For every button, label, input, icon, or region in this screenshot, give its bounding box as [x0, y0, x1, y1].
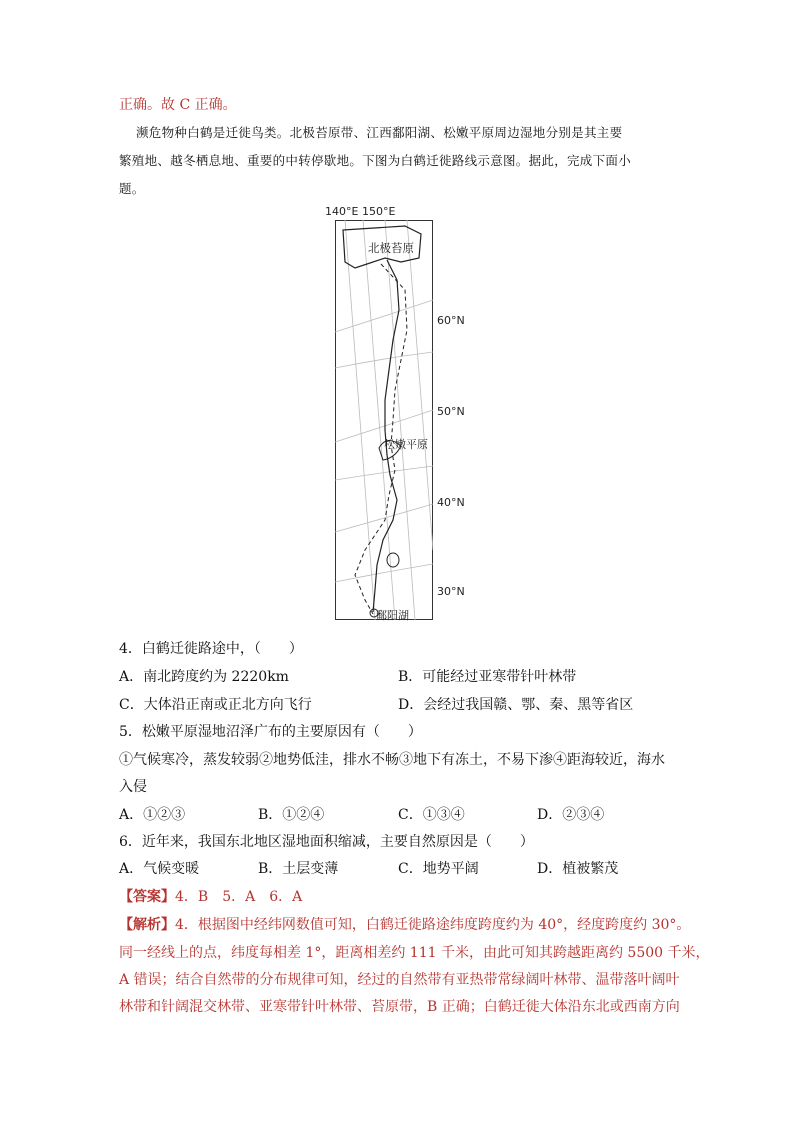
question-6-stem: 6．近年来，我国东北地区湿地面积缩减，主要自然原因是（ ） [119, 834, 534, 850]
longitude-label: 140°E 150°E [325, 205, 396, 218]
q6-option-d: D．植被繁茂 [537, 861, 619, 877]
passage-line-2: 繁殖地、越冬栖息地、重要的中转停歇地。下图为白鹤迁徙路线示意图。据此，完成下面小 [119, 153, 632, 168]
previous-answer-tail: 正确。故 C 正确。 [119, 97, 237, 113]
lat-60-label: 60°N [437, 314, 465, 327]
analysis-line-1 [119, 916, 690, 934]
q5-option-c: C．①③④ [398, 807, 465, 823]
q6-option-a: A．气候变暖 [119, 861, 200, 877]
songnen-label: 松嫩平原 [384, 438, 428, 451]
lat-50-label: 50°N [437, 405, 465, 418]
q4-option-c: C．大体沿正南或正北方向飞行 [119, 697, 312, 713]
tundra-label: 北极苔原 [368, 241, 414, 255]
lake-marker [387, 553, 399, 567]
answer-tag: 【答案】 [119, 889, 175, 905]
parallel-60 [335, 300, 433, 332]
poyang-label: 鄱阳湖 [376, 609, 409, 622]
q6-option-c: C．地势平阔 [398, 861, 479, 877]
q5-option-d: D．②③④ [537, 807, 605, 823]
lat-40-label: 40°N [437, 496, 465, 509]
analysis-line-2: 同一经线上的点，纬度每相差 1°，距离相差约 111 千米，由此可知其跨越距离约 5500 千米， [119, 945, 710, 961]
q5-option-b: B．①②④ [258, 807, 325, 823]
q4-option-b: B．可能经过亚寒带针叶林带 [398, 669, 577, 685]
analysis-line-3: A 错误；结合自然带的分布规律可知，经过的自然带有亚热带常绿阔叶林带、温带落叶阔叶 [119, 972, 680, 988]
lat-30-label: 30°N [437, 585, 465, 598]
answer-line [119, 888, 302, 906]
q4-option-d: D．会经过我国赣、鄂、秦、黑等省区 [398, 697, 634, 713]
meridian-2 [363, 220, 395, 620]
answer-text: 4．B 5．A 6．A [175, 889, 303, 905]
parallel-40 [335, 504, 433, 532]
map-lines [335, 220, 433, 620]
meridian-1 [345, 220, 375, 620]
q4-option-a: A．南北跨度约为 2220km [119, 669, 289, 685]
q5-statements-line-2: 入侵 [119, 779, 147, 795]
question-5-stem: 5．松嫩平原湿地沼泽广布的主要原因有（ ） [119, 724, 422, 740]
passage-line-1: 濒危物种白鹤是迁徙鸟类。北极苔原带、江西鄱阳湖、松嫩平原周边湿地分别是其主要 [136, 125, 623, 140]
passage-line-3: 题。 [119, 181, 145, 196]
parallel-35 [335, 564, 433, 582]
meridian-4 [407, 220, 433, 550]
q5-statements-line-1: ①气候寒冷，蒸发较弱②地势低洼，排水不畅③地下有冻土，不易下渗④距海较近，海水 [119, 752, 665, 768]
question-4-stem: 4．白鹤迁徙路途中，（ ） [119, 641, 303, 657]
q6-option-b: B．土层变薄 [258, 861, 339, 877]
analysis-tag: 【解析】 [119, 917, 175, 933]
meridian-3 [385, 220, 415, 620]
q5-option-a: A．①②③ [119, 807, 186, 823]
analysis-text-1: 4．根据图中经纬网数值可知，白鹤迁徙路途纬度跨度约为 40°，经度跨度约 30°。 [175, 917, 691, 933]
analysis-line-4: 林带和针阔混交林带、亚寒带针叶林带、苔原带，B 正确；白鹤迁徙大体沿东北或西南方向 [119, 999, 680, 1015]
